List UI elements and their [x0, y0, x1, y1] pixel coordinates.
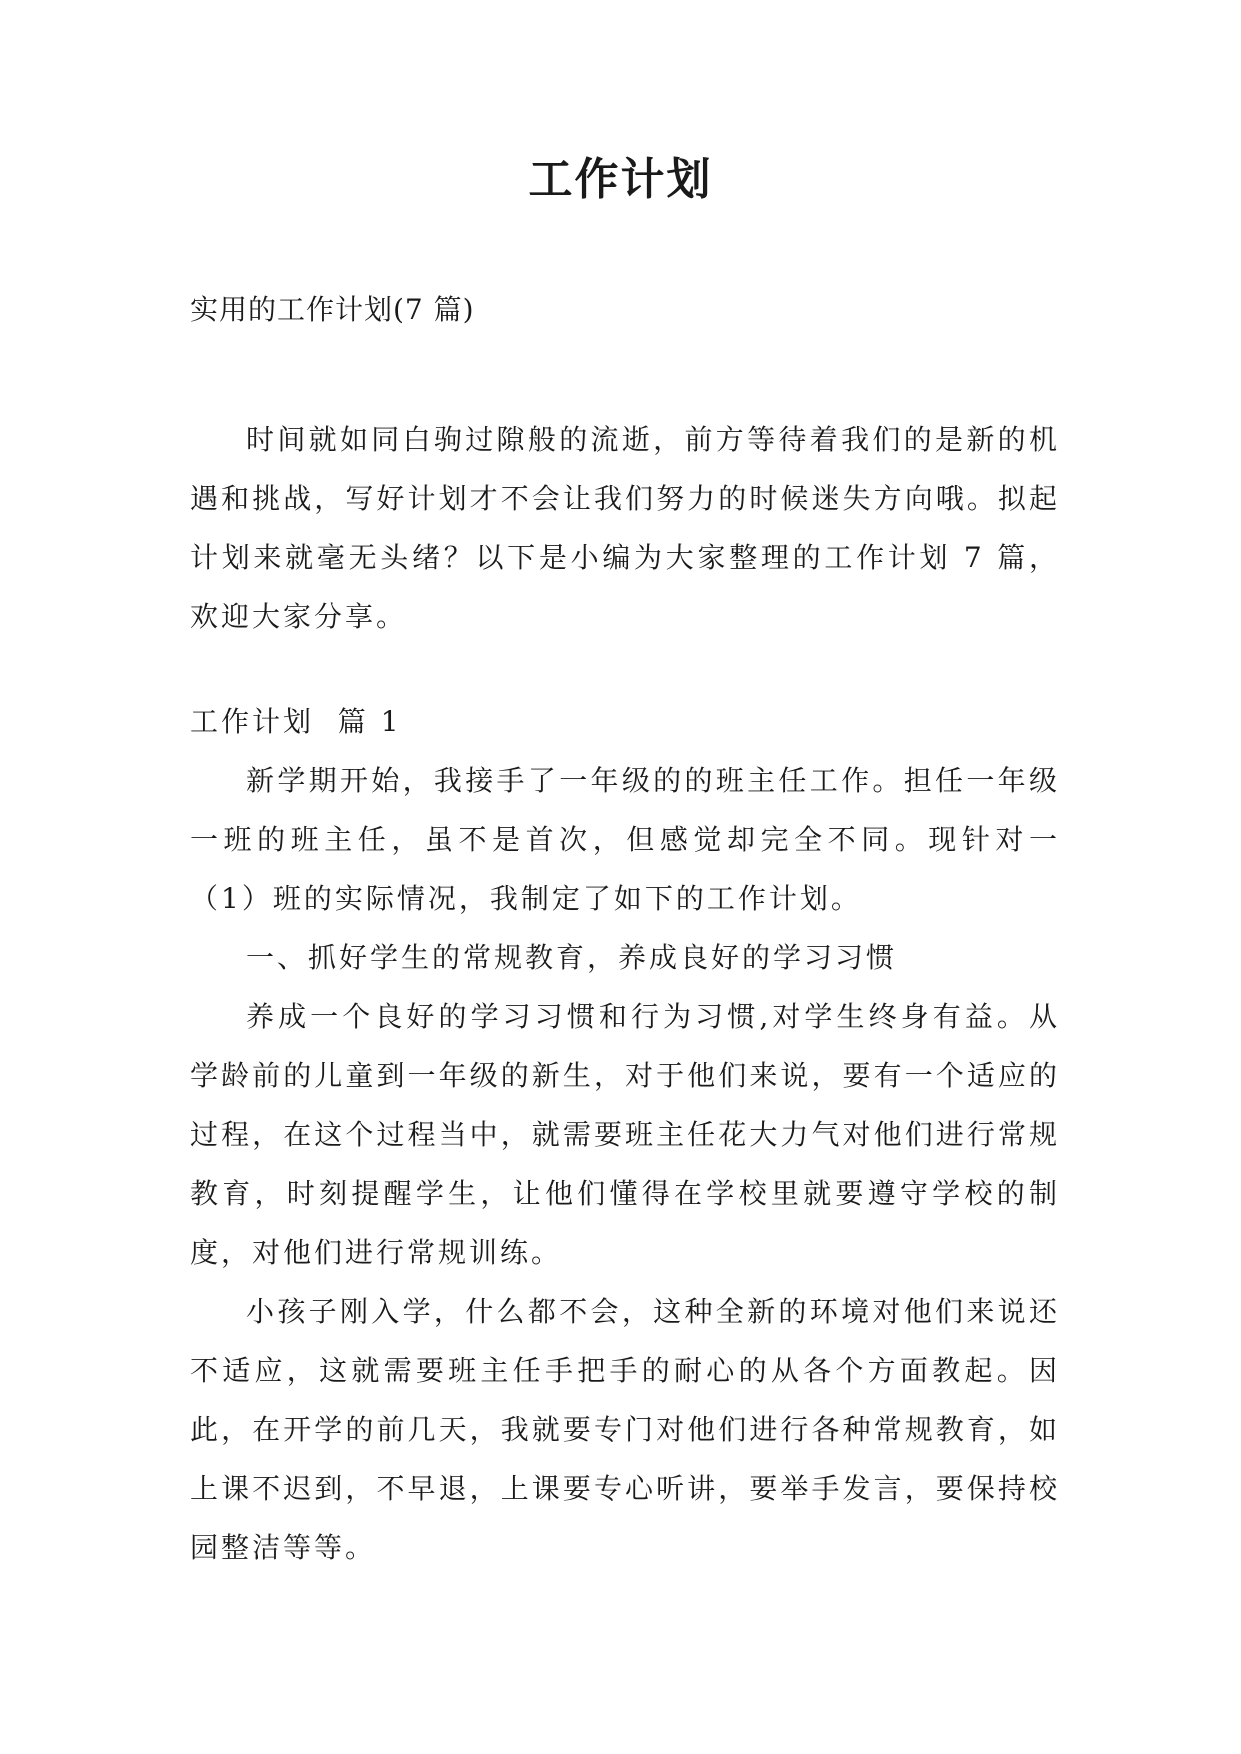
section-heading: 工作计划 篇 1 — [190, 705, 402, 738]
document-subtitle: 实用的工作计划(7 篇) — [190, 293, 475, 326]
intro-paragraph: 时间就如同白驹过隙般的流逝，前方等待着我们的是新的机遇和挑战，写好计划才不会让我们努力的时候迷失方向哦。拟起计划来就毫无头绪？以下是小编为大家整理的工作计划 7 篇，欢迎大家分享。 — [190, 423, 1060, 633]
body-paragraph: 一、抓好学生的常规教育，养成良好的学习习惯 — [246, 941, 898, 974]
body-paragraph: 新学期开始，我接手了一年级的的班主任工作。担任一年级一班的班主任，虽不是首次，但感觉却完全不同。现针对一（1）班的实际情况，我制定了如下的工作计划。 — [190, 764, 1060, 915]
section-gap — [190, 646, 1060, 692]
body-paragraph: 养成一个良好的学习习惯和行为习惯,对学生终身有益。从学龄前的儿童到一年级的新生，对于他们来说，要有一个适应的过程，在这个过程当中，就需要班主任花大力气对他们进行常规教育，时刻提醒学生，让他们懂得在学校里就要遵守学校的制度，对他们进行常规训练。 — [190, 1000, 1060, 1269]
document-body — [190, 410, 1060, 1577]
document-title: 工作计划 — [528, 154, 713, 205]
body-paragraph: 小孩子刚入学，什么都不会，这种全新的环境对他们来说还不适应，这就需要班主任手把手的耐心的从各个方面教起。因此，在开学的前几天，我就要专门对他们进行各种常规教育，如上课不迟到，不早退，上课要专心听讲，要举手发言，要保持校园整洁等等。 — [190, 1295, 1060, 1564]
